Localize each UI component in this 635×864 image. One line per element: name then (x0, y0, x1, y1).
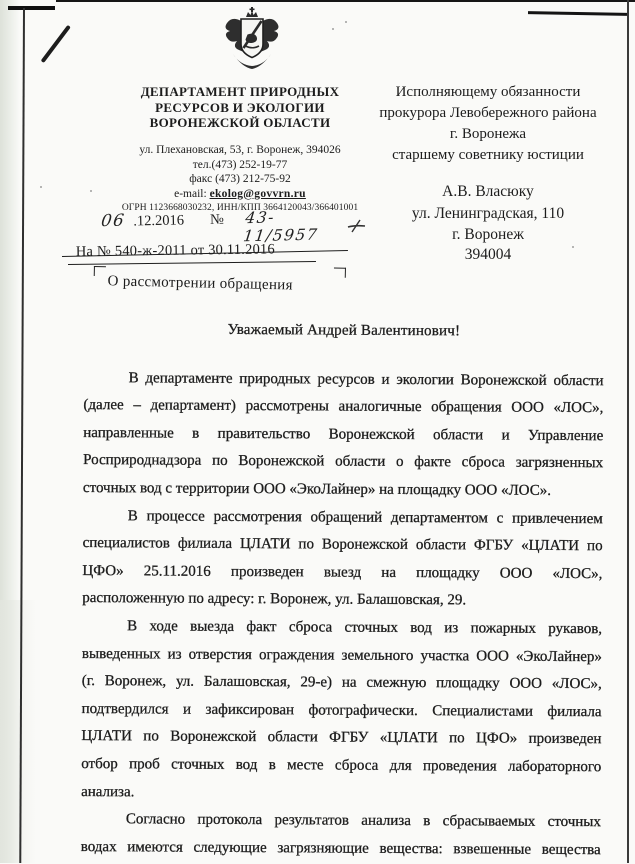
sender-contact-block (88, 143, 392, 216)
number-sign: № (209, 211, 225, 228)
letter-body (81, 316, 604, 864)
coat-of-arms-icon (212, 7, 292, 79)
sender-email-row (88, 187, 392, 202)
recipient-line: Исполняющему обязанности (395, 84, 581, 100)
scan-top-edge-line (56, 0, 635, 2)
recipient-address-line: 394004 (464, 246, 512, 263)
body-line: (далее – департамент) рассмотрены аналогичные обращения ООО «ЛОС», (83, 397, 604, 417)
subject-corner-right-mark (334, 267, 346, 277)
body-line: Согласно протокола результатов анализа в сбрасываемых сточных (125, 811, 601, 831)
printed-month-year: .12.2016 (133, 212, 185, 230)
recipient-address-line: ул. Ленинградская, 110 (411, 205, 565, 222)
scan-speck (40, 186, 42, 188)
body-line: подтвердился и зафиксирован фотографически. Специалистами филиала (81, 700, 602, 720)
handwritten-outgoing-number: 43-11/5957 (241, 208, 319, 246)
body-line: В процессе рассмотрения обращений департаментом с привлечением (127, 507, 603, 527)
recipient-address (352, 204, 624, 266)
body-line: сточных вод с территории ООО «ЭкоЛайнер» на площадку ООО «ЛОС». (82, 479, 552, 499)
sender-email-label: e-mail: (174, 187, 207, 200)
body-line: ЦЛАТИ по Воронежской области ФГБУ «ЦЛАТИ по ЦФО» произведен (81, 728, 602, 748)
sender-phone: тел.(473) 252-19-77 (192, 158, 288, 171)
body-line: выведенных из отверстия ограждения земельного участка ООО «ЭкоЛайнер» (81, 645, 602, 665)
body-line: Росприроднадзора по Воронежской области о факте сброса загрязненных (83, 452, 604, 472)
body-line: направленные в правительство Воронежской области и Управление (83, 424, 604, 444)
sender-fax: факс (473) 212-75-92 (189, 173, 291, 185)
body-paragraph (82, 503, 603, 617)
registration-t-mark (8, 6, 55, 10)
reference-line: На № 540-ж-2011 от 30.11.2016 (68, 239, 316, 265)
sender-org-name-line: ДЕПАРТАМЕНТ ПРИРОДНЫХ (140, 84, 340, 99)
body-line: расположенную по адресу: г. Воронеж, ул. Балашовская, 29. (82, 590, 467, 609)
recipient-line: прокурора Левобережного района (379, 105, 597, 121)
sender-org-name-line: РЕСУРСОВ И ЭКОЛОГИИ (155, 99, 325, 115)
body-line: (г. Воронеж, ул. Балашовская, 29-е) на смежную площадку ООО «ЛОС», (81, 673, 602, 693)
body-line: водах имеются следующие загрязняющие вещества: взвешенные вещества (80, 838, 601, 858)
scan-speck (345, 21, 347, 23)
recipient-line: старшему советнику юстиции (392, 147, 584, 163)
body-line: В департаменте природных ресурсов и экологии Воронежской области (128, 369, 604, 389)
scan-top-right-line (528, 11, 627, 15)
sender-email: ekolog@govvrn.ru (209, 187, 306, 200)
sender-ogrn-inn: ОГРН 1123668030232, ИНН/КПП 3664120043/366401001 (121, 203, 359, 213)
subject-block (93, 264, 346, 296)
sender-org-name-line: ВОРОНЕЖСКОЙ ОБЛАСТИ (149, 115, 331, 130)
body-line: отбор проб сточных вод в месте сброса для проведения лабораторного (81, 755, 602, 776)
scan-right-border-line (627, 0, 629, 863)
sender-org-name (103, 84, 377, 131)
recipient-line: г. Воронежа (449, 126, 527, 142)
sender-address: ул. Плехановская, 53, г. Воронеж, 394026 (139, 144, 341, 156)
handwritten-slash-mark (41, 25, 71, 63)
salutation: Уважаемый Андрей Валентинович! (227, 321, 461, 340)
body-paragraph (83, 365, 604, 506)
recipient-address-line: г. Воронеж (452, 225, 524, 243)
body-line: В ходе выезда факт сброса сточных вод из пожарных рукавов, (127, 618, 603, 638)
subject-text: О рассмотрении обращения (107, 273, 293, 294)
body-line: анализа. (81, 783, 135, 800)
handwritten-day: 06 (100, 210, 127, 231)
subject-corner-left-mark (94, 266, 106, 276)
body-paragraph (81, 613, 602, 809)
scan-speck (332, 28, 334, 30)
body-paragraph (81, 806, 601, 864)
recipient-name: А.В. Власюку (442, 183, 534, 200)
recipient-block (352, 82, 624, 202)
body-line: ЦФО» 25.11.2016 произведен выезд на площадку ООО «ЛОС», (82, 562, 603, 582)
body-line: специалистов филиала ЦЛАТИ по Воронежской области ФГБУ «ЦЛАТИ по (82, 535, 603, 555)
